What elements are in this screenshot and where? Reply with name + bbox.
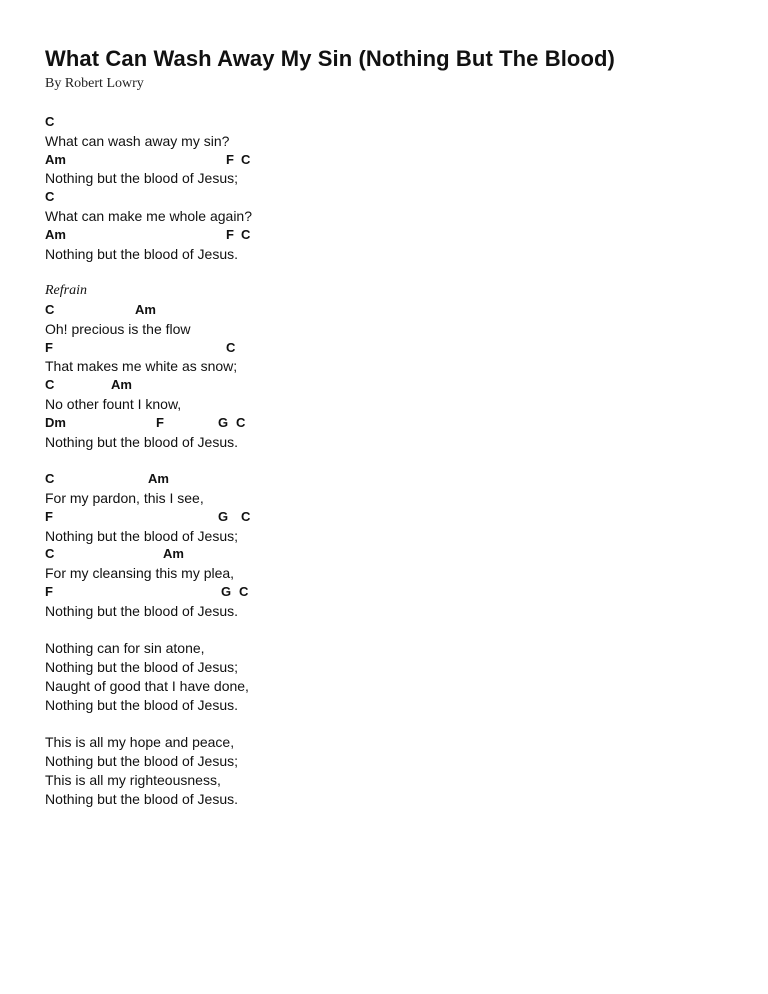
chord-line (45, 470, 745, 489)
song-author: By Robert Lowry (45, 76, 144, 91)
song-title: What Can Wash Away My Sin (Nothing But The Blood) (45, 46, 615, 71)
chord: C (239, 583, 249, 599)
stanza-break (45, 621, 745, 640)
chord: Am (111, 377, 132, 393)
chord: C (45, 301, 55, 317)
lyric-line: This is all my hope and peace, (45, 734, 235, 751)
chord: C (226, 339, 236, 355)
chord-line (45, 188, 745, 207)
chord: Am (148, 471, 169, 487)
chord-line (45, 414, 745, 433)
lyric-line: Nothing but the blood of Jesus. (45, 245, 239, 262)
chord-line (45, 301, 745, 320)
chord: F (45, 508, 53, 524)
lyric-line: Nothing but the blood of Jesus. (45, 790, 239, 807)
lyric-line: Nothing but the blood of Jesus. (45, 433, 239, 450)
chord-line (45, 508, 745, 527)
lyric-line: For my cleansing this my plea, (45, 565, 235, 582)
lyric-line: That makes me white as snow; (45, 358, 238, 375)
chord: C (241, 508, 251, 524)
lyric-line: Nothing but the blood of Jesus; (45, 753, 239, 770)
stanza-break (45, 451, 745, 470)
chord: C (241, 151, 251, 167)
lyric-line: Nothing but the blood of Jesus. (45, 696, 239, 713)
stanza-break (45, 263, 745, 282)
chord: F (226, 151, 234, 167)
lyric-line: What can make me whole again? (45, 207, 252, 224)
chord-line (45, 376, 745, 395)
lyric-line: Nothing but the blood of Jesus; (45, 527, 239, 544)
chord: C (45, 114, 55, 129)
lyric-line: Oh! precious is the flow (45, 320, 191, 337)
chord-line (45, 583, 745, 602)
lyric-line: Nothing can for sin atone, (45, 640, 205, 657)
chord-line (45, 339, 745, 358)
lyric-line: For my pardon, this I see, (45, 489, 204, 506)
chord: C (45, 189, 55, 205)
chord-line (45, 151, 745, 170)
chord: Am (45, 151, 66, 167)
chord: Dm (45, 414, 66, 430)
chord: C (236, 414, 246, 430)
lyric-line: This is all my righteousness, (45, 771, 221, 788)
stanza-break (45, 715, 745, 734)
chord-line (45, 226, 745, 245)
lyric-line: What can wash away my sin? (45, 132, 230, 149)
song-body (45, 113, 745, 808)
chord-line (45, 113, 745, 132)
chord: C (45, 546, 55, 562)
chord: G (218, 414, 229, 430)
chord: Am (163, 546, 184, 562)
chord: G (221, 583, 232, 599)
chord: G (218, 508, 229, 524)
lyric-line: No other fount I know, (45, 395, 182, 412)
chord: F (45, 339, 53, 355)
chord: F (45, 583, 53, 599)
chord: F (226, 226, 234, 242)
chord: Am (45, 226, 66, 242)
chord: Am (135, 301, 156, 317)
chord-line (45, 545, 745, 564)
chord: C (241, 226, 251, 242)
lyric-line: Nothing but the blood of Jesus. (45, 602, 239, 619)
section-label: Refrain (45, 283, 87, 299)
lyric-line: Naught of good that I have done, (45, 677, 249, 694)
lyric-line: Nothing but the blood of Jesus; (45, 170, 239, 187)
song-sheet (45, 42, 745, 808)
lyric-line: Nothing but the blood of Jesus; (45, 659, 239, 676)
chord: C (45, 471, 55, 487)
chord: C (45, 377, 55, 393)
chord: F (156, 414, 164, 430)
